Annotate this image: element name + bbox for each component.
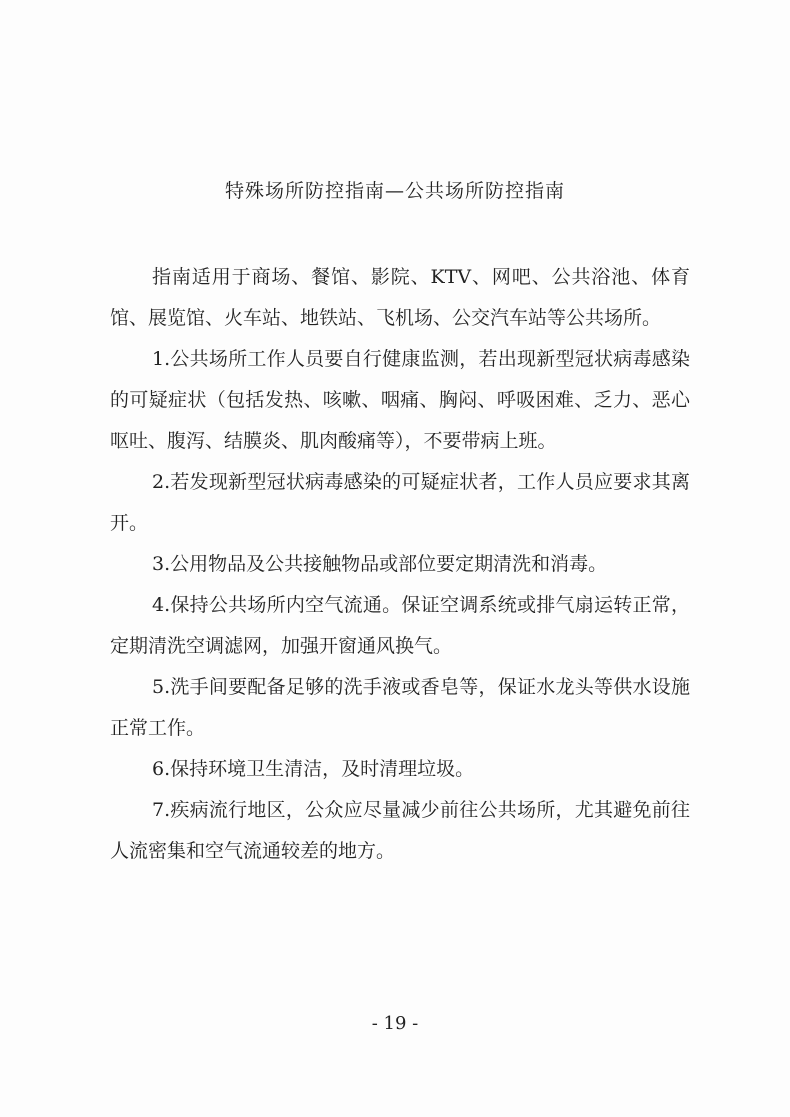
guideline-item-6: 6.保持环境卫生清洁，及时清理垃圾。 (152, 758, 475, 780)
page-number: - 19 - (371, 1013, 419, 1034)
document-body (110, 257, 690, 872)
guideline-item-1: 1.公共场所工作人员要自行健康监测，若出现新型冠状病毒感染的可疑症状（包括发热、咳嗽、咽痛、胸闷、呼吸困难、乏力、恶心呕吐、腹泻、结膜炎、肌肉酸痛等），不要带病上班。 (110, 348, 690, 452)
intro-paragraph: 指南适用于商场、餐馆、影院、KTV、网吧、公共浴池、体育馆、展览馆、火车站、地铁站、飞机场、公交汽车站等公共场所。 (110, 266, 690, 329)
guideline-item-5: 5.洗手间要配备足够的洗手液或香皂等，保证水龙头等供水设施正常工作。 (110, 676, 690, 739)
document-title: 特殊场所防控指南—公共场所防控指南 (224, 180, 565, 202)
guideline-item-2: 2.若发现新型冠状病毒感染的可疑症状者，工作人员应要求其离开。 (110, 471, 690, 534)
guideline-item-4: 4.保持公共场所内空气流通。保证空调系统或排气扇运转正常，定期清洗空调滤网，加强开窗通风换气。 (110, 594, 690, 657)
guideline-item-3: 3.公用物品及公共接触物品或部位要定期清洗和消毒。 (152, 553, 608, 575)
guideline-item-7: 7.疾病流行地区，公众应尽量减少前往公共场所，尤其避免前往人流密集和空气流通较差的地方。 (110, 799, 690, 862)
